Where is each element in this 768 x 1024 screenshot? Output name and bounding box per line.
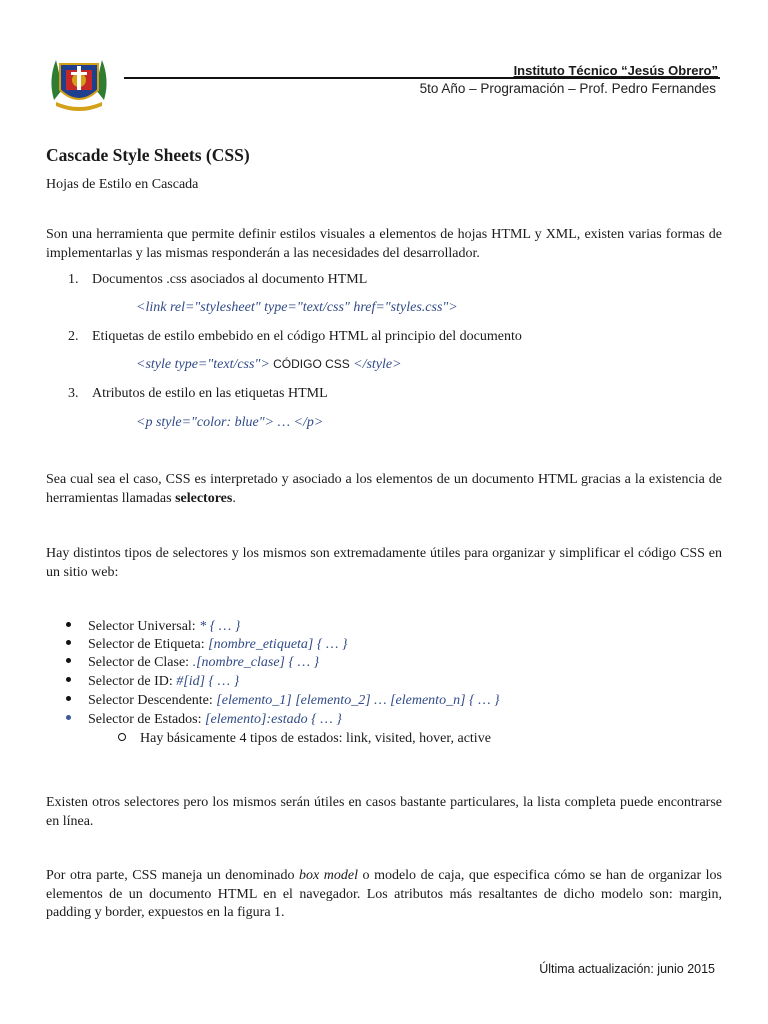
code-example: <p style="color: blue"> … </p> bbox=[136, 415, 324, 430]
selector-label: Selector de ID: bbox=[88, 674, 177, 689]
selector-code: #[id] { … } bbox=[176, 674, 240, 689]
bold-term: selectores bbox=[175, 490, 233, 506]
school-crest-logo bbox=[46, 50, 112, 114]
list-text: Etiquetas de estilo embebido en el código HTML al principio del documento bbox=[92, 329, 522, 344]
code-content: CÓDIGO CSS bbox=[269, 357, 354, 371]
bullet-dot bbox=[66, 622, 71, 627]
code-close-tag: </style> bbox=[353, 357, 402, 372]
list-item bbox=[66, 674, 239, 690]
intro-paragraph: Son una herramienta que permite definir estilos visuales a elementos de hojas HTML y XML, existen varias formas de implementarlas y las mismas responderán a las necesidades del desarrollador. bbox=[46, 227, 722, 261]
list-item bbox=[66, 655, 319, 671]
list-text: Documentos .css asociados al documento HTML bbox=[92, 272, 368, 287]
page-subtitle: Hojas de Estilo en Cascada bbox=[46, 177, 199, 192]
page-title: Cascade Style Sheets (CSS) bbox=[46, 145, 250, 165]
code-example bbox=[136, 357, 402, 373]
list-number: 3. bbox=[68, 386, 79, 401]
bullet-dot bbox=[66, 640, 71, 645]
selector-label: Selector Universal: bbox=[88, 619, 200, 634]
sub-list-item bbox=[118, 731, 491, 747]
selector-label: Selector de Clase: bbox=[88, 655, 193, 670]
selector-code: [nombre_etiqueta] { … } bbox=[208, 637, 348, 652]
box-model-paragraph bbox=[46, 867, 722, 923]
list-item bbox=[68, 329, 522, 345]
sub-list-text: Hay básicamente 4 tipos de estados: link, visited, hover, active bbox=[140, 731, 491, 746]
circle-bullet bbox=[118, 733, 126, 741]
code-example: <link rel="stylesheet" type="text/css" href="styles.css"> bbox=[136, 300, 458, 315]
selector-code: [elemento_1] [elemento_2] … [elemento_n] { … } bbox=[216, 693, 500, 708]
list-item bbox=[66, 619, 240, 635]
course-line: 5to Año – Programación – Prof. Pedro Fernandes bbox=[419, 81, 716, 96]
list-item bbox=[68, 386, 328, 402]
selector-label: Selector de Etiqueta: bbox=[88, 637, 209, 652]
institute-name: Instituto Técnico “Jesús Obrero” bbox=[513, 63, 718, 78]
selectors-intro-paragraph: Hay distintos tipos de selectores y los mismos son extremadamente útiles para organizar y simplificar el código CSS en un sitio web: bbox=[46, 546, 722, 580]
list-item bbox=[66, 693, 500, 709]
selectors-paragraph bbox=[46, 471, 722, 508]
selector-label: Selector Descendente: bbox=[88, 693, 217, 708]
list-number: 2. bbox=[68, 329, 79, 344]
italic-term: box model bbox=[299, 868, 358, 883]
selector-label: Selector de Estados: bbox=[88, 712, 206, 727]
list-item bbox=[68, 272, 367, 288]
list-number: 1. bbox=[68, 272, 79, 287]
selector-code: * { … } bbox=[199, 619, 241, 634]
bullet-dot bbox=[66, 677, 71, 682]
paragraph-text: . bbox=[232, 490, 236, 506]
bullet-dot bbox=[66, 715, 71, 720]
list-text: Atributos de estilo en las etiquetas HTML bbox=[92, 386, 328, 401]
list-item bbox=[66, 712, 342, 728]
code-open-tag: <style type="text/css"> bbox=[136, 357, 270, 372]
paragraph-text: o modelo de caja, que especifica cómo se han de organizar los elementos de un documento HTML en el navegador. Los atributos más resaltantes de dicho modelo son: margin, padding y border, expuestos en la figura 1. bbox=[46, 868, 722, 920]
selector-code: [elemento]:estado { … } bbox=[205, 712, 342, 727]
paragraph-text: Por otra parte, CSS maneja un denominado bbox=[46, 868, 300, 883]
other-selectors-paragraph: Existen otros selectores pero los mismos serán útiles en casos bastante particulares, la lista completa puede encontrarse en línea. bbox=[46, 795, 722, 829]
list-item bbox=[66, 637, 348, 653]
selector-code: .[nombre_clase] { … } bbox=[192, 655, 320, 670]
bullet-dot bbox=[66, 658, 71, 663]
bullet-dot bbox=[66, 696, 71, 701]
paragraph-text: Sea cual sea el caso, CSS es interpretado y asociado a los elementos de un documento HTML gracias a la existencia de herramientas llamadas bbox=[46, 472, 722, 506]
last-updated-footer: Última actualización: junio 2015 bbox=[539, 962, 715, 976]
